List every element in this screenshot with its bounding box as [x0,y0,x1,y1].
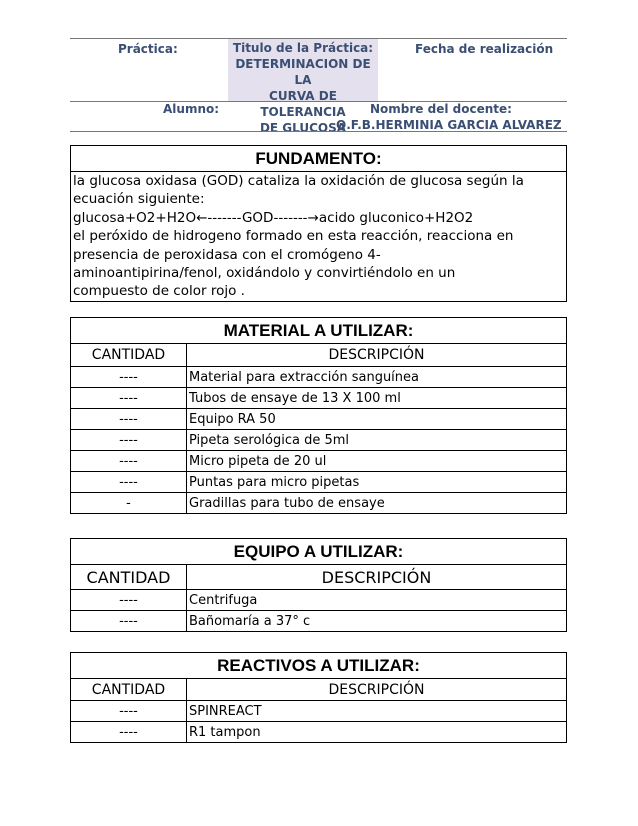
descripcion-cell: Pipeta serológica de 5ml [187,430,567,451]
fundamento-line: presencia de peroxidasa con el cromógeno 4- [73,246,381,263]
fundamento-line: el peróxido de hidrogeno formado en esta reacción, reacciona en [73,228,514,245]
col-cantidad: CANTIDAD [71,565,187,590]
cantidad-cell: ---- [71,388,187,409]
cantidad-cell: ---- [71,472,187,493]
col-descripcion: DESCRIPCIÓN [187,344,567,367]
descripcion-cell: R1 tampon [187,722,567,743]
table-row [71,430,567,451]
alumno-label: Alumno: [163,102,220,116]
col-cantidad: CANTIDAD [71,344,187,367]
fundamento-title: FUNDAMENTO: [71,146,567,172]
descripcion-cell: Tubos de ensaye de 13 X 100 ml [187,388,567,409]
table-row [71,388,567,409]
fundamento-line: aminoantipirina/fenol, oxidándolo y convirtiéndolo en un [73,265,456,282]
descripcion-cell: Puntas para micro pipetas [187,472,567,493]
cantidad-cell: ---- [71,722,187,743]
table-row [71,590,567,611]
col-descripcion: DESCRIPCIÓN [187,565,567,590]
table-row [71,367,567,388]
material-table [70,317,567,514]
cantidad-cell: ---- [71,367,187,388]
cantidad-cell: ---- [71,590,187,611]
table-row [71,493,567,514]
cantidad-cell: ---- [71,409,187,430]
descripcion-cell: Micro pipeta de 20 ul [187,451,567,472]
table-row [71,409,567,430]
docente-name: Q.F.B.HERMINIA GARCIA ALVAREZ [336,118,562,132]
student-teacher-row [70,101,567,132]
table-row [71,701,567,722]
cantidad-cell: ---- [71,430,187,451]
col-cantidad: CANTIDAD [71,679,187,701]
table-row [71,722,567,743]
reactivos-table [70,652,567,743]
titulo-line: DE GLUCOSA [259,121,347,135]
cantidad-cell: ---- [71,611,187,632]
equipo-title: EQUIPO A UTILIZAR: [71,539,567,565]
descripcion-cell: Material para extracción sanguínea [187,367,567,388]
col-descripcion: DESCRIPCIÓN [187,679,567,701]
descripcion-cell: Bañomaría a 37° c [187,611,567,632]
cantidad-cell: - [71,493,187,514]
reactivos-title: REACTIVOS A UTILIZAR: [71,653,567,679]
fundamento-line: compuesto de color rojo . [73,283,245,300]
table-row [71,611,567,632]
titulo-label: Titulo de la Práctica: [232,41,374,55]
fundamento-line: glucosa+O2+H2O←-------GOD-------→acido gluconico+H2O2 [73,209,474,226]
fundamento-text [71,172,567,302]
fundamento-table [70,145,567,302]
descripcion-cell: Centrifuga [187,590,567,611]
titulo-cell [228,39,378,135]
fecha-label: Fecha de realización [415,42,554,56]
titulo-line: CURVA DE TOLERANCIA [260,89,346,119]
fundamento-line: ecuación siguiente: [73,191,205,208]
cantidad-cell: ---- [71,701,187,722]
equipo-table [70,538,567,632]
fundamento-line: la glucosa oxidasa (GOD) cataliza la oxidación de glucosa según la [73,173,524,189]
material-title: MATERIAL A UTILIZAR: [71,318,567,344]
descripcion-cell: Equipo RA 50 [187,409,567,430]
table-row [71,472,567,493]
table-row [71,451,567,472]
cantidad-cell: ---- [71,451,187,472]
practica-label: Práctica: [118,42,178,56]
titulo-line: DETERMINACION DE LA [235,57,371,87]
descripcion-cell: SPINREACT [187,701,567,722]
docente-label: Nombre del docente: [370,102,512,116]
descripcion-cell: Gradillas para tubo de ensaye [187,493,567,514]
